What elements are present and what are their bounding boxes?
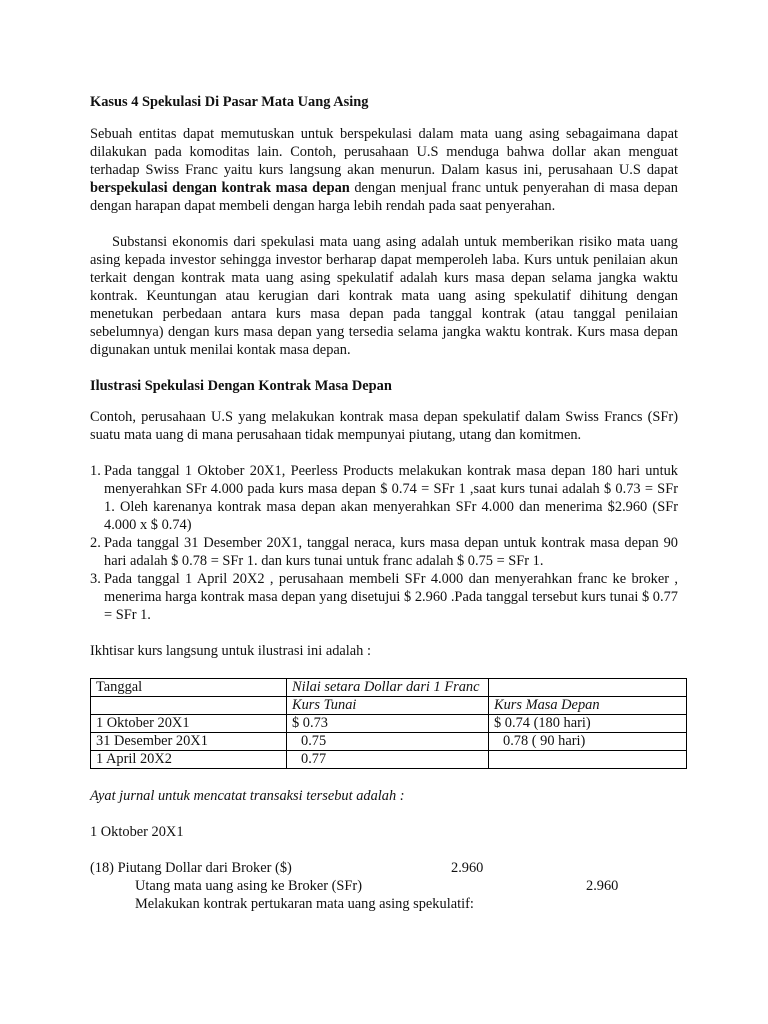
- cell-date: 1 April 20X2: [91, 751, 287, 769]
- numbered-list: [90, 462, 678, 624]
- journal-note: Melakukan kontrak pertukaran mata uang asing spekulatif:: [135, 896, 474, 912]
- section-title: Ilustrasi Spekulasi Dengan Kontrak Masa Depan: [90, 378, 392, 394]
- list-item: [90, 570, 678, 624]
- table-row: [91, 733, 687, 751]
- header-nilai: Nilai setara Dollar dari 1 Franc: [287, 679, 489, 697]
- journal-line-note: [90, 895, 678, 913]
- header-kurs-tunai: Kurs Tunai: [287, 697, 489, 715]
- cell-masa: [489, 751, 687, 769]
- paragraph-contoh: Contoh, perusahaan U.S yang melakukan kontrak masa depan spekulatif dalam Swiss Francs (SFr) suatu mata uang di mana perusahaan tidak mempunyai piutang, utang dan komitmen.: [90, 409, 678, 443]
- table-row: [91, 751, 687, 769]
- header-tanggal: Tanggal: [91, 679, 287, 697]
- table-header-row: [91, 679, 687, 697]
- journal-line-debit: [90, 859, 678, 877]
- document-title: Kasus 4 Spekulasi Di Pasar Mata Uang Asing: [90, 94, 369, 110]
- exchange-rate-table: [90, 678, 687, 769]
- cell-tunai: 0.75: [287, 733, 489, 751]
- journal-line-credit: [90, 877, 678, 895]
- subheader-empty: [91, 697, 287, 715]
- journal-date: 1 Oktober 20X1: [90, 824, 184, 840]
- list-number: 1.: [90, 463, 101, 479]
- header-empty: [489, 679, 687, 697]
- document-page: [90, 93, 678, 913]
- list-item: [90, 462, 678, 534]
- cell-masa: $ 0.74 (180 hari): [489, 715, 687, 733]
- list-item-text: Pada tanggal 1 April 20X2 , perusahaan membeli SFr 4.000 dan menyerahkan franc ke broker , menerima harga kontrak masa depan yang disetujui $ 2.960 .Pada tanggal tersebut kurs tunai $ 0.77 = SFr 1.: [104, 571, 678, 623]
- intro-text-end: dengan menjual franc untuk penyerahan di masa depan dengan harapan dapat membeli dengan harga lebih rendah pada saat penyerahan.: [90, 180, 678, 214]
- cell-masa: 0.78 ( 90 hari): [489, 733, 687, 751]
- list-item-text: Pada tanggal 1 Oktober 20X1, Peerless Products melakukan kontrak masa depan 180 hari untuk menyerahkan SFr 4.000 pada kurs masa depan $ 0.74 = SFr 1 ,saat kurs tunai adalah $ 0.73 = SFr 1. Oleh karenanya kontrak masa depan akan menyerahkan SFr 4.000 dan menerima $2.960 (SFr 4.000 x $ 0.74): [104, 463, 678, 533]
- paragraph-intro: [90, 125, 678, 215]
- cell-tunai: $ 0.73: [287, 715, 489, 733]
- intro-text: Sebuah entitas dapat memutuskan untuk berspekulasi dalam mata uang asing sebagaimana dapat dilakukan pada komoditas lain. Contoh, perusahaan U.S menduga bahwa dollar akan menguat terhadap Swiss Franc yaitu kurs langsung akan menurun. Dalam kasus ini, perusahaan U.S dapat: [90, 126, 678, 178]
- debit-amount: 2.960: [451, 860, 484, 876]
- journal-intro: Ayat jurnal untuk mencatat transaksi tersebut adalah :: [90, 788, 405, 804]
- list-item-text: Pada tanggal 31 Desember 20X1, tanggal neraca, kurs masa depan untuk kontrak masa depan 90 hari adalah $ 0.78 = SFr 1. dan kurs tunai untuk franc adalah $ 0.75 = SFr 1.: [104, 535, 678, 569]
- table-row: [91, 715, 687, 733]
- list-item: [90, 534, 678, 570]
- list-number: 3.: [90, 571, 101, 587]
- paragraph-ikhtisar: Ikhtisar kurs langsung untuk ilustrasi ini adalah :: [90, 643, 371, 659]
- journal-account-debit: (18) Piutang Dollar dari Broker ($): [90, 860, 292, 876]
- table-subheader-row: [91, 697, 687, 715]
- journal-account-credit: Utang mata uang asing ke Broker (SFr): [135, 878, 362, 894]
- cell-tunai: 0.77: [287, 751, 489, 769]
- list-number: 2.: [90, 535, 101, 551]
- cell-date: 31 Desember 20X1: [91, 733, 287, 751]
- credit-amount: 2.960: [586, 878, 619, 894]
- header-kurs-masa-depan: Kurs Masa Depan: [489, 697, 687, 715]
- cell-date: 1 Oktober 20X1: [91, 715, 287, 733]
- intro-bold-text: berspekulasi dengan kontrak masa depan: [90, 180, 350, 196]
- paragraph-substansi: Substansi ekonomis dari spekulasi mata uang asing adalah untuk memberikan risiko mata uang asing kepada investor sehingga investor berharap dapat memperoleh laba. Kurs untuk penilaian akun terkait dengan kontrak mata uang asing spekulatif adalah kurs masa depan selama jangka waktu kontrak. Keuntungan atau kerugian dari kontrak mata uang asing spekulatif dihitung dengan menetukan perbedaan antara kurs masa depan pada tanggal kontrak (atau tanggal penilaian sebelumnya) dengan kurs masa depan yang tersedia selama jangka waktu kontrak. Kurs masa depan digunakan untuk menilai kontak masa depan.: [90, 234, 678, 358]
